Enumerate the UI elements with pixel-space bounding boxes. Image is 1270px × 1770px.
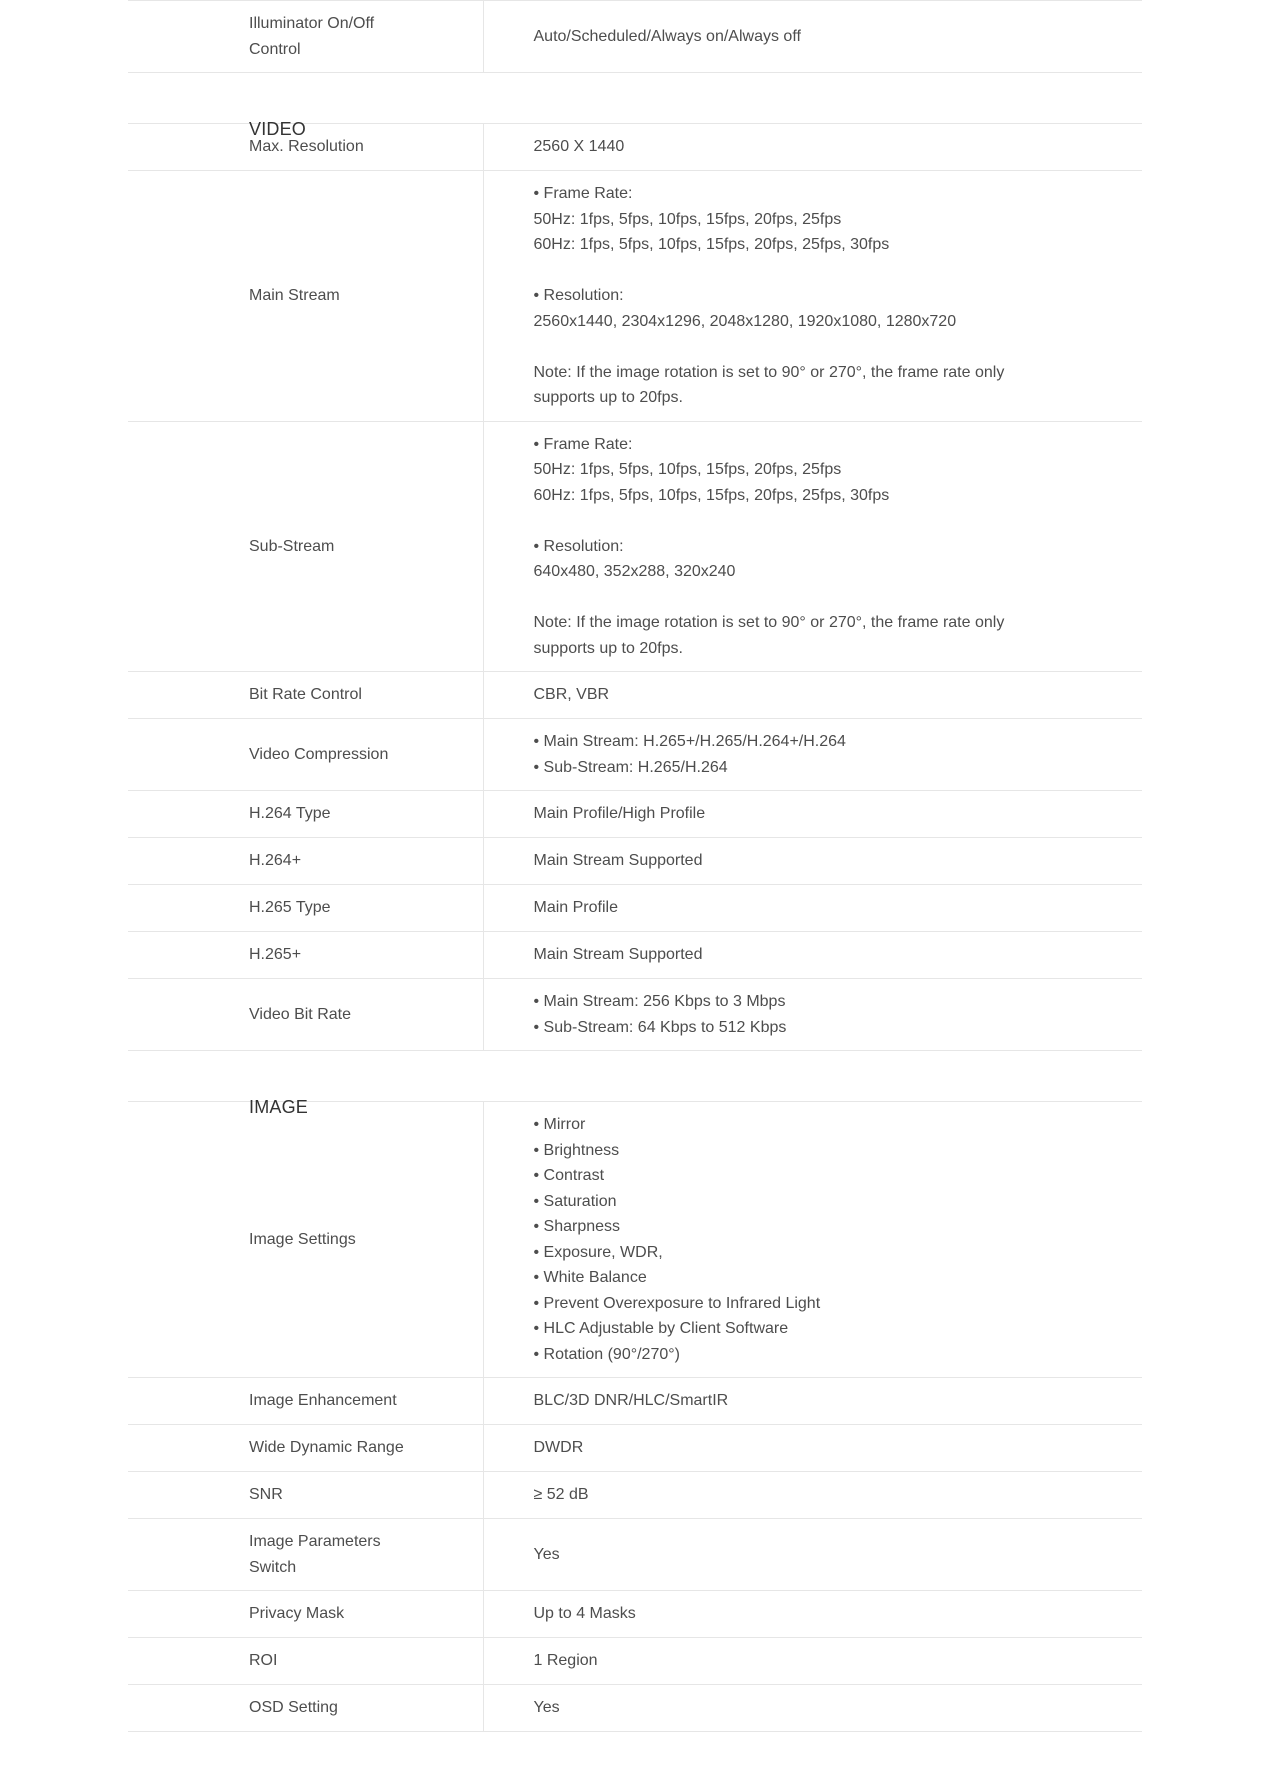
value-line: 50Hz: 1fps, 5fps, 10fps, 15fps, 20fps, 25fps [533,210,842,228]
value-line: Main Stream Supported [533,946,703,964]
table-row [128,932,1142,979]
table-row [128,719,1142,791]
value-line: • Main Stream: 256 Kbps to 3 Mbps [533,993,786,1010]
value-line: Note: If the image rotation is set to 90° or 270°, the frame rate only [533,614,1005,631]
value-line: • Sub-Stream: H.265/H.264 [533,758,728,776]
row-label: Sub-Stream [128,421,483,672]
row-label: OSD Setting [128,1685,483,1732]
value-line: 640x480, 352x288, 320x240 [533,563,736,580]
value-line: Main Profile [533,899,618,917]
table-row [128,1685,1142,1732]
value-line: • Mirror [533,1116,586,1133]
value-line: 1 Region [533,1652,598,1670]
row-value [483,1519,1142,1591]
row-value [483,838,1142,885]
value-gap [534,334,1043,360]
value-line: • Exposure, WDR, [533,1243,663,1261]
value-line: 60Hz: 1fps, 5fps, 10fps, 15fps, 20fps, 25fps, 30fps [533,236,890,253]
row-label: Image Enhancement [128,1378,483,1425]
value-line: • Resolution: [533,287,624,304]
row-label: H.264 Type [128,791,483,838]
row-value [483,421,1142,672]
value-gap [534,508,1043,534]
row-label: Bit Rate Control [128,672,483,719]
spec-table-top [128,0,1142,73]
value-line: • HLC Adjustable by Client Software [533,1320,789,1337]
value-line: • Sub-Stream: 64 Kbps to 512 Kbps [533,1018,787,1036]
value-line: Auto/Scheduled/Always on/Always off [533,27,801,45]
spec-container [128,0,1142,1732]
value-line: • Prevent Overexposure to Infrared Light [533,1294,821,1312]
row-label: H.264+ [128,838,483,885]
value-line: 2560 X 1440 [533,138,625,156]
row-value [483,1685,1142,1732]
value-line: • White Balance [533,1269,647,1286]
value-line: Main Profile/High Profile [533,805,706,823]
table-row [128,885,1142,932]
row-label: H.265+ [128,932,483,979]
table-row [128,672,1142,719]
row-value [483,1638,1142,1685]
value-line: • Frame Rate: [533,435,633,453]
table-row [128,838,1142,885]
value-line: Main Stream Supported [533,852,703,870]
table-row [128,1472,1142,1519]
row-value [483,124,1142,171]
value-line: ≥ 52 dB [533,1486,589,1504]
value-line: • Contrast [533,1167,605,1184]
spec-table-video [128,123,1142,1051]
row-value [483,885,1142,932]
value-line: 60Hz: 1fps, 5fps, 10fps, 15fps, 20fps, 25fps, 30fps [533,486,890,504]
table-row [128,1378,1142,1425]
row-label: Image Parameters Switch [128,1519,483,1591]
table-row [128,979,1142,1051]
row-value [483,932,1142,979]
row-value [483,979,1142,1051]
value-line: • Rotation (90°/270°) [533,1345,680,1363]
value-line: Note: If the image rotation is set to 90° or 270°, the frame rate only [533,363,1005,381]
table-row [128,1638,1142,1685]
row-value [483,1591,1142,1638]
table-row [128,1425,1142,1472]
spec-table-image [128,1101,1142,1732]
row-label: Video Bit Rate [128,979,483,1051]
value-line: • Resolution: [533,537,624,555]
row-value [483,791,1142,838]
value-line: Yes [533,1699,560,1717]
table-row [128,1,1142,73]
row-label: Main Stream [128,171,483,422]
row-label: Illuminator On/Off Control [128,1,483,73]
row-label: H.265 Type [128,885,483,932]
row-value [483,719,1142,791]
value-line: • Saturation [533,1192,617,1210]
table-row [128,1519,1142,1591]
section-title-image: IMAGE [249,1097,309,1117]
row-label: Video Compression [128,719,483,791]
value-line: • Frame Rate: [533,185,633,202]
value-line: • Main Stream: H.265+/H.265/H.264+/H.264 [533,733,846,750]
row-value [483,171,1142,422]
row-label: Image Settings [128,1102,483,1378]
table-row [128,171,1142,422]
value-line: supports up to 20fps. [533,639,683,657]
table-row [128,791,1142,838]
table-row [128,1591,1142,1638]
value-line: 50Hz: 1fps, 5fps, 10fps, 15fps, 20fps, 25fps [533,461,842,478]
value-line: Yes [533,1545,560,1563]
row-value [483,1472,1142,1519]
value-line: Up to 4 Masks [533,1605,636,1623]
row-label: Max. Resolution [128,124,483,171]
value-line: BLC/3D DNR/HLC/SmartIR [533,1392,729,1410]
value-gap [534,258,1043,284]
table-row [128,1102,1142,1378]
value-line: • Brightness [533,1141,620,1159]
row-label: ROI [128,1638,483,1685]
row-value [483,1102,1142,1378]
table-row [128,421,1142,672]
value-line: 2560x1440, 2304x1296, 2048x1280, 1920x1080, 1280x720 [533,312,957,330]
row-label: SNR [128,1472,483,1519]
value-line: supports up to 20fps. [533,389,683,406]
section-title-video: VIDEO [249,119,307,139]
row-value [483,1378,1142,1425]
value-line: DWDR [533,1439,584,1457]
row-label: Privacy Mask [128,1591,483,1638]
value-gap [534,585,1043,611]
value-line: CBR, VBR [533,686,610,704]
value-line: • Sharpness [533,1218,621,1235]
row-value [483,1425,1142,1472]
row-value [483,1,1142,73]
row-label: Wide Dynamic Range [128,1425,483,1472]
row-value [483,672,1142,719]
